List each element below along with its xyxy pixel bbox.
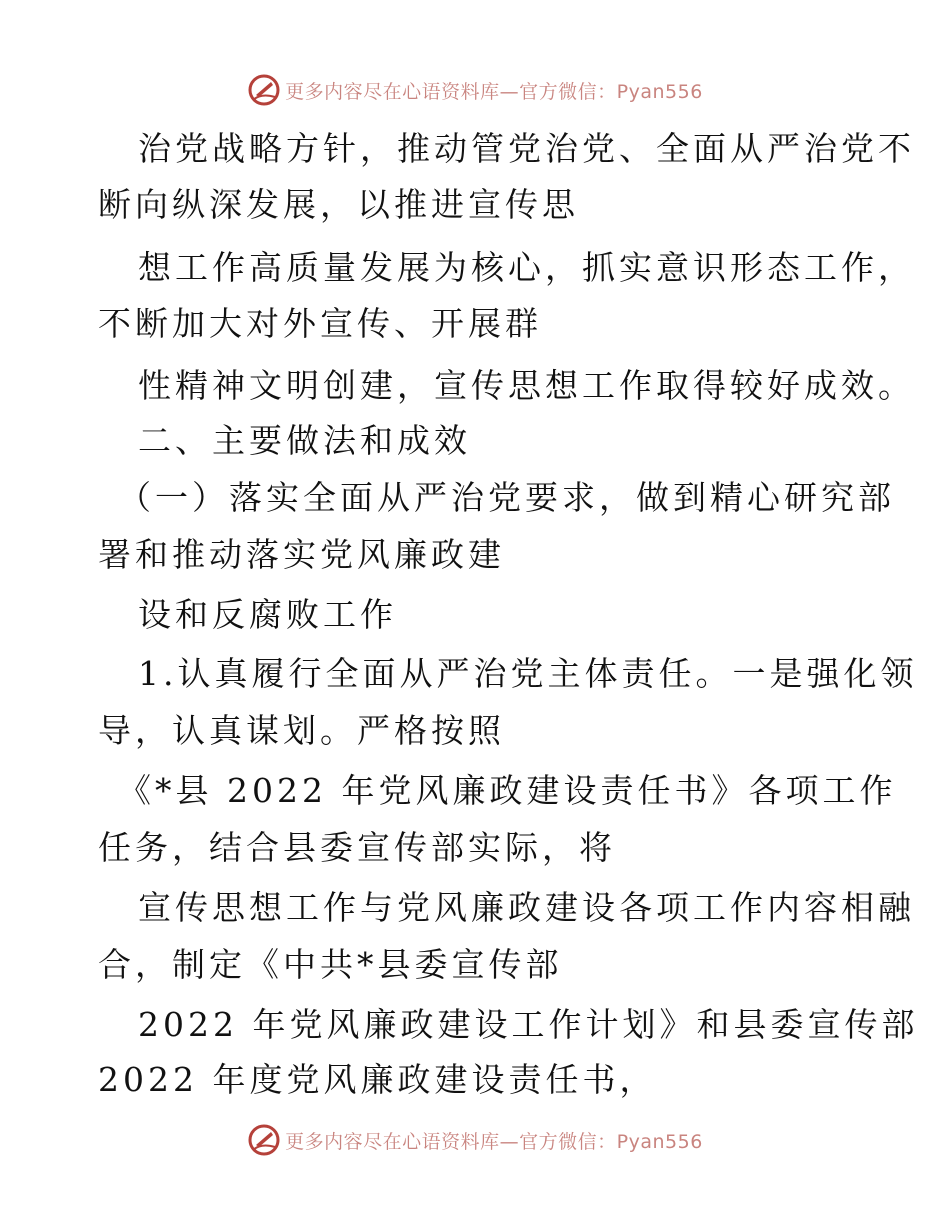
- body-line: 2022 年党风廉政建设工作计划》和县委宣传部: [138, 1005, 919, 1044]
- red-circular-logo-icon: [247, 1123, 281, 1157]
- body-line: 治党战略方针，推动管党治党、全面从严治党不: [138, 129, 915, 168]
- red-circular-logo-icon: [247, 73, 281, 107]
- body-line: 断向纵深发展，以推进宣传思: [98, 185, 579, 224]
- body-line: 导，认真谋划。严格按照: [98, 711, 505, 750]
- section-heading: 二、主要做法和成效: [138, 421, 471, 460]
- body-line: 宣传思想工作与党风廉政建设各项工作内容相融: [138, 888, 915, 927]
- body-line: 1.认真履行全面从严治党主体责任。一是强化领: [138, 654, 918, 693]
- header-banner: [0, 70, 950, 110]
- body-line: 想工作高质量发展为核心，抓实意识形态工作，: [138, 248, 915, 287]
- body-line: 《*县 2022 年党风廉政建设责任书》各项工作: [118, 771, 897, 810]
- header-banner-text: 更多内容尽在心语资料库—官方微信：Pyan556: [285, 80, 703, 103]
- body-line: 设和反腐败工作: [138, 595, 397, 634]
- body-line: 合，制定《中共*县委宣传部: [98, 945, 563, 984]
- footer-banner-text: 更多内容尽在心语资料库—官方微信：Pyan556: [285, 1130, 703, 1153]
- body-line: 2022 年度党风廉政建设责任书，: [98, 1060, 657, 1099]
- subsection-heading: （一）落实全面从严治党要求，做到精心研究部: [118, 478, 895, 517]
- body-line: 性精神文明创建，宣传思想工作取得较好成效。: [138, 366, 915, 405]
- body-line: 不断加大对外宣传、开展群: [98, 304, 542, 343]
- body-line: 署和推动落实党风廉政建: [98, 535, 505, 574]
- footer-banner: [0, 1120, 950, 1160]
- body-line: 任务，结合县委宣传部实际，将: [98, 828, 616, 867]
